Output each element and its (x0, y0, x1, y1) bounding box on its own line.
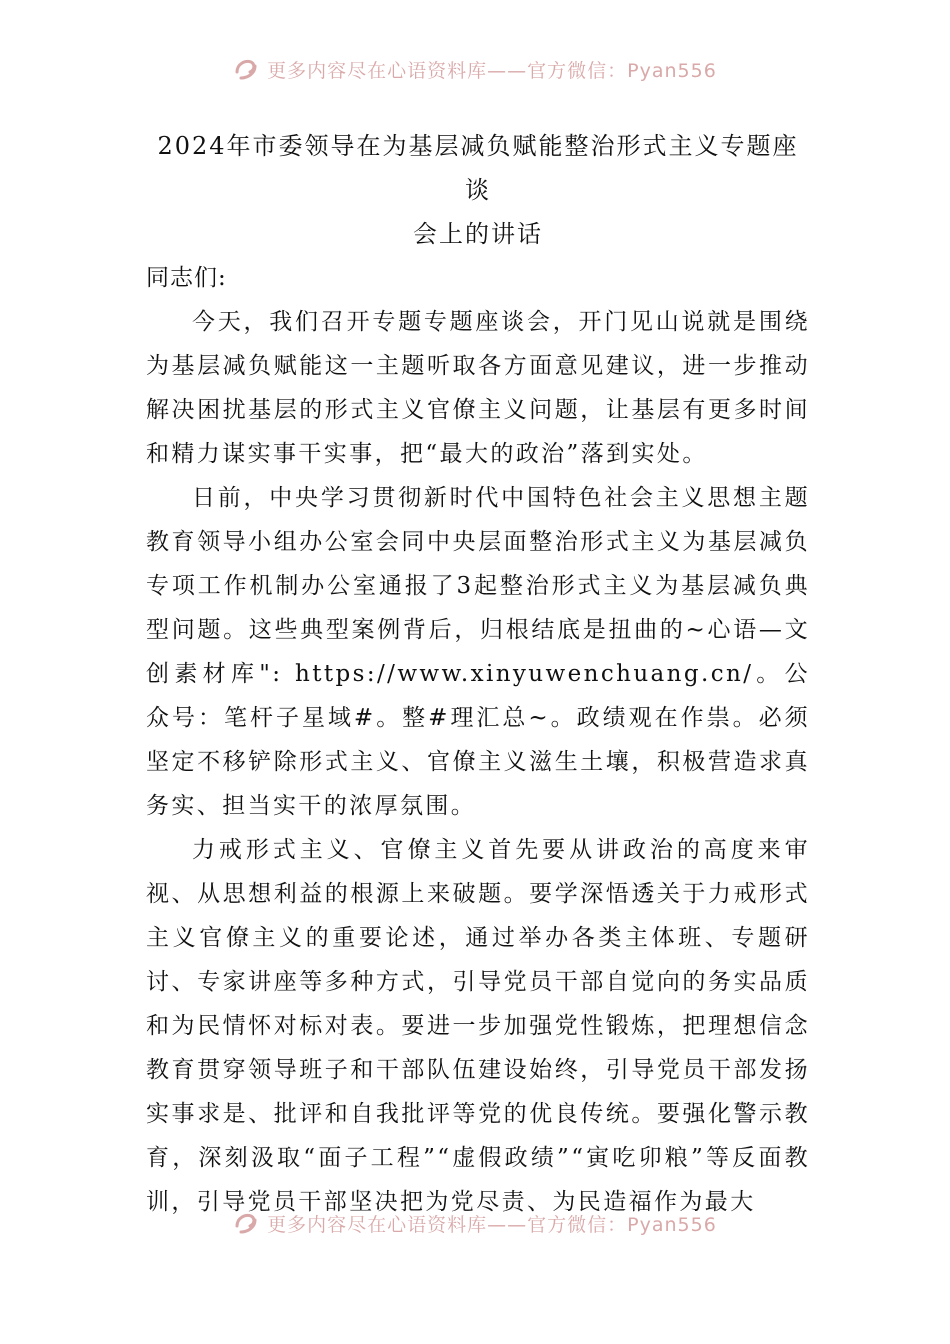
watermark-text: 更多内容尽在心语资料库——官方微信：Pyan556 (267, 59, 717, 82)
title-line-1: 2024年市委领导在为基层减负赋能整治形式主义专题座谈 (157, 132, 799, 204)
paragraph-2: 日前，中央学习贯彻新时代中国特色社会主义思想主题教育领导小组办公室会同中央层面整治形式主义为基层减负专项工作机制办公室通报了3起整治形式主义为基层减负典型问题。这些典型案例背后，归根结底是扭曲的~心语—文创素材库": https://www.xinyuwenchuang.cn/。公众号：笔杆子星域#。整#理汇总~。政绩观在作祟。必须坚定不移铲除形式主义、官僚主义滋生土壤，积极营造求真务实、担当实干的浓厚氛围。 (146, 485, 810, 819)
document-title (146, 124, 810, 256)
paragraph-3: 力戒形式主义、官僚主义首先要从讲政治的高度来审视、从思想利益的根源上来破题。要学深悟透关于力戒形式主义官僚主义的重要论述，通过举办各类主体班、专题研讨、专家讲座等多种方式，引导党员干部自觉向的务实品质和为民情怀对标对表。要进一步加强党性锻炼，把理想信念教育贯穿领导班子和干部队伍建设始终，引导党员干部发扬实事求是、批评和自我批评等党的优良传统。要强化警示教育，深刻汲取“面子工程”“虚假政绩”“寅吃卯粮”等反面教训，引导党员干部坚决把为党尽责、为民造福作为最大 (146, 837, 810, 1215)
watermark-header (0, 52, 950, 86)
salutation: 同志们: (146, 265, 227, 291)
watermark-footer (0, 1206, 950, 1240)
watermark-text: 更多内容尽在心语资料库——官方微信：Pyan556 (267, 1213, 717, 1236)
paragraph-1: 今天，我们召开专题专题座谈会，开门见山说就是围绕为基层减负赋能这一主题听取各方面意见建议，进一步推动解决困扰基层的形式主义官僚主义问题，让基层有更多时间和精力谋实事干实事，把“最大的政治”落到实处。 (146, 309, 810, 467)
title-line-2: 会上的讲话 (413, 220, 543, 248)
logo-icon (233, 1210, 259, 1236)
document-body (146, 124, 810, 1224)
logo-icon (233, 56, 259, 82)
